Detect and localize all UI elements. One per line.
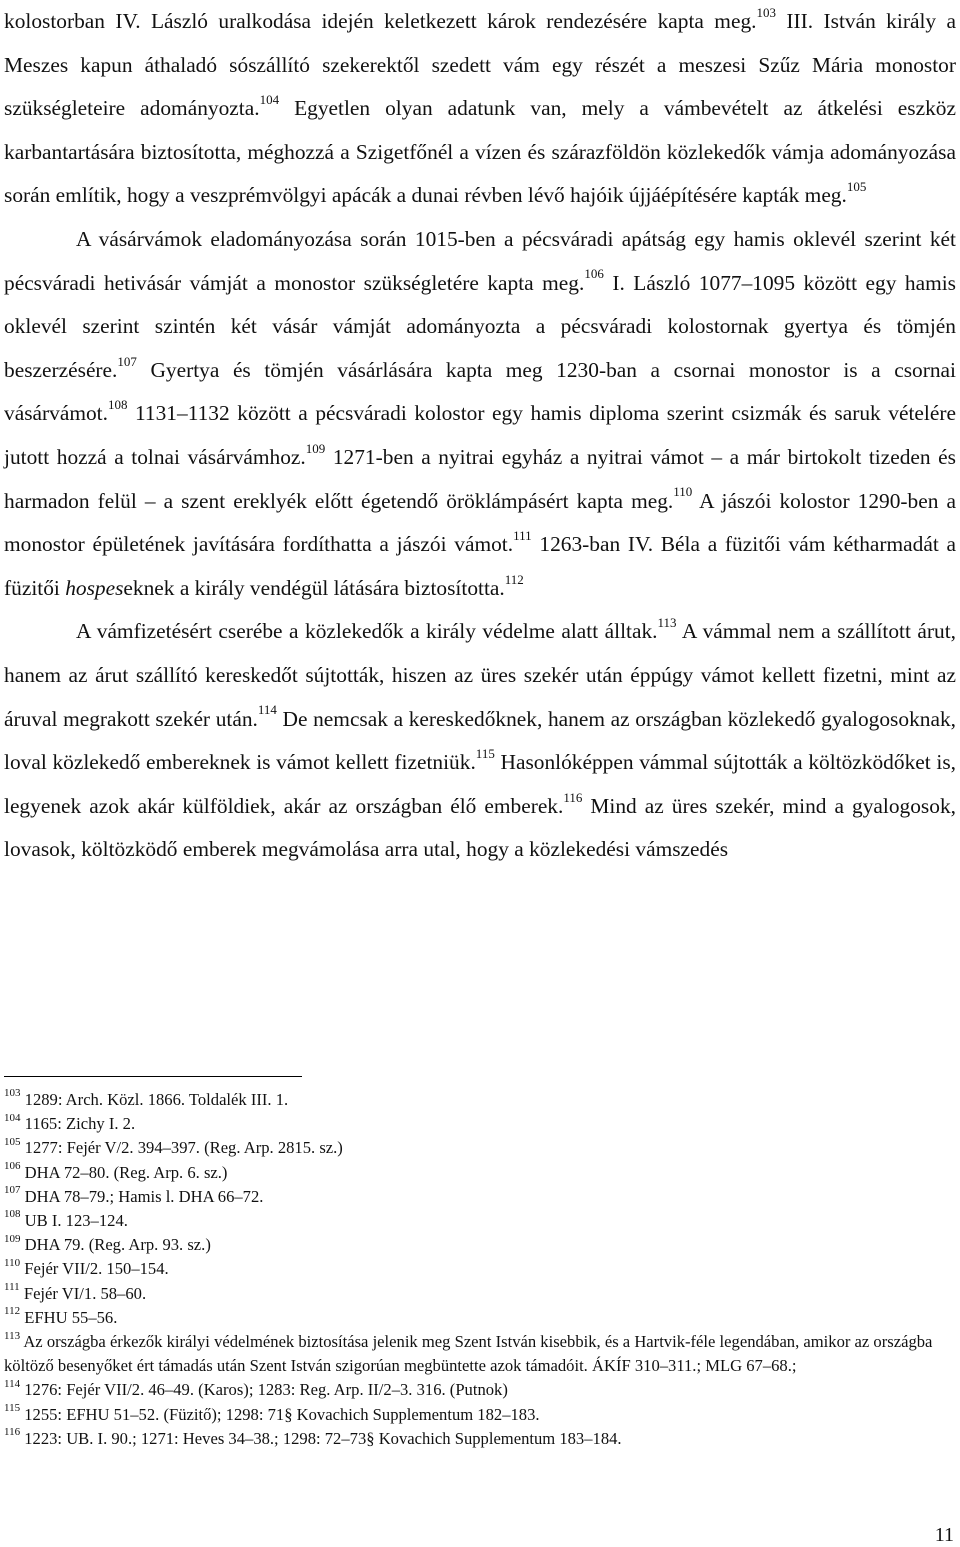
text-run: III. István király a Meszes kapun áthaladó sószállító szekerektől szedett vám egy részét a meszesi Szűz Mária monostor szükségleteire adományozta. xyxy=(4,9,956,121)
footnote xyxy=(4,1136,934,1160)
body-paragraph xyxy=(4,610,956,872)
text-run: eknek a király vendégül látására biztosította. xyxy=(123,575,505,600)
text-run: A vámmal nem a szállított árut, hanem az árut szállító kereskedőt sújtották, hiszen az üres szekér után éppúgy vámot kellett fizetni, mint az áruval megrakott szekér után. xyxy=(4,619,956,731)
footnote-reference: 112 xyxy=(504,571,524,587)
footnote-text: 1223: UB. I. 90.; 1271: Heves 34–38.; 1298: 72–73§ Kovachich Supplementum 183–184. xyxy=(20,1428,622,1448)
footnote-text: 1165: Zichy I. 2. xyxy=(20,1114,136,1134)
footnote xyxy=(4,1403,934,1427)
body-paragraph xyxy=(4,0,956,218)
text-run: De nemcsak a kereskedőknek, hanem az országban közlekedő gyalogosoknak, loval közlekedő embereknek is vámot kellett fizetniük. xyxy=(4,706,956,775)
footnote-text: Fejér VII/2. 150–154. xyxy=(20,1259,169,1279)
footnote xyxy=(4,1209,934,1233)
footnote-text: Az országba érkezők királyi védelmének biztosítása jelenik meg Szent István kisebbik, és a Hartvik-féle legendában, amikor az országba költöző besenyőket ért támadás után Szent István szigorúan megbüntette azok támadóit. ÁKÍF 310–311.; MLG 67–68.; xyxy=(4,1332,933,1376)
text-run: 1263-ban IV. Béla a füzitői vám kétharmadát a füzitői xyxy=(4,532,956,600)
footnote-number: 116 xyxy=(4,1426,21,1439)
footnote-text: DHA 79. (Reg. Arp. 93. sz.) xyxy=(20,1235,211,1255)
footnote xyxy=(4,1257,934,1281)
footnote xyxy=(4,1427,934,1451)
footnote-text: UB I. 123–124. xyxy=(20,1211,128,1231)
footnote-reference: 111 xyxy=(513,528,532,543)
footnote-reference: 104 xyxy=(259,92,280,108)
footnote-number: 109 xyxy=(4,1232,21,1245)
text-run: 1271-ben a nyitrai egyház a nyitrai vámot – a már birtokolt tizeden és harmadon felül – a szent ereklyék előtt égetendő öröklámpásért kapta meg. xyxy=(4,444,956,513)
footnote-text: DHA 78–79.; Hamis l. DHA 66–72. xyxy=(20,1186,264,1206)
text-run: Egyetlen olyan adatunk van, mely a vámbevételt az átkelési eszköz karbantartására biztosította, méghozzá a Szigetfőnél a vízen és szárazföldön közlekedők vámja adományozása során említik, hogy a veszprémvölgyi apácák a dunai révben lévő hajóik újjáépítésére kapták meg. xyxy=(4,96,956,208)
footnote-reference: 109 xyxy=(305,440,326,456)
italic-term: hospes xyxy=(65,575,124,600)
footnote xyxy=(4,1161,934,1185)
footnote-reference: 107 xyxy=(117,353,137,369)
footnote-number: 110 xyxy=(4,1256,21,1269)
footnote-reference: 114 xyxy=(257,702,277,718)
footnote-number: 111 xyxy=(4,1281,20,1294)
text-run: Gyertya és tömjén vásárlására kapta meg 1230-ban a csornai monostor is a csornai vásárvámot. xyxy=(4,357,956,426)
footnote-reference: 110 xyxy=(673,484,693,500)
footnote-text: Fejér VI/1. 58–60. xyxy=(19,1283,147,1303)
footnote-text: 1276: Fejér VII/2. 46–49. (Karos); 1283: Reg. Arp. II/2–3. 316. (Putnok) xyxy=(20,1380,508,1400)
text-run: I. László 1077–1095 között egy hamis oklevél szerint szintén két vásár vámját adományozta a pécsváradi kolostornak gyertya és tömjén beszerzésére. xyxy=(4,270,956,382)
footnote-number: 112 xyxy=(4,1305,21,1318)
text-run: 1131–1132 között a pécsváradi kolostor egy hamis diploma szerint csizmák és saruk vételére jutott hozzá a tolnai vásárvámhoz. xyxy=(4,401,956,469)
body-text xyxy=(4,0,956,872)
footnote xyxy=(4,1306,934,1330)
footnote-reference: 105 xyxy=(846,179,867,195)
footnote-number: 108 xyxy=(4,1208,21,1221)
footnote-number: 103 xyxy=(4,1087,21,1100)
footnote-reference: 103 xyxy=(756,4,776,20)
footnotes xyxy=(4,1088,934,1451)
text-run: A jászói kolostor 1290-ben a monostor épületének javítására fordíthatta a jászói vámot. xyxy=(4,488,956,557)
text-run: Hasonlóképpen vámmal sújtották a költözködőket is, legyenek azok akár külföldiek, akár az országban élő emberek. xyxy=(4,750,956,818)
footnote-text: DHA 72–80. (Reg. Arp. 6. sz.) xyxy=(20,1162,228,1182)
footnote-reference: 115 xyxy=(475,745,495,761)
footnote-number: 105 xyxy=(4,1135,21,1148)
footnote-reference: 106 xyxy=(584,266,604,282)
footnote xyxy=(4,1233,934,1257)
page-number: 11 xyxy=(934,1524,954,1546)
footnote xyxy=(4,1378,934,1402)
footnote-text: 1255: EFHU 51–52. (Füzitő); 1298: 71§ Kovachich Supplementum 182–183. xyxy=(20,1404,540,1424)
footnote-reference: 108 xyxy=(107,397,128,413)
footnote-number: 104 xyxy=(4,1111,21,1124)
footnote-number: 107 xyxy=(4,1184,21,1197)
footnote-reference: 113 xyxy=(657,615,677,631)
footnote-number: 113 xyxy=(4,1329,21,1342)
footnote xyxy=(4,1330,934,1378)
text-run: A vásárvámok eladományozása során 1015-ben a pécsváradi apátság egy hamis oklevél szerint két pécsváradi hetivásár vámját a monostor szükségletére kapta meg. xyxy=(4,226,956,295)
body-paragraph xyxy=(4,218,956,610)
footnote xyxy=(4,1088,934,1112)
footnote-reference: 116 xyxy=(563,789,583,805)
text-run: Mind az üres szekér, mind a gyalogosok, lovasok, költözködő emberek megvámolása arra utal, hogy a közlekedési vámszedés xyxy=(4,793,956,862)
footnote-text: 1277: Fejér V/2. 394–397. (Reg. Arp. 2815. sz.) xyxy=(20,1138,343,1158)
footnote-number: 115 xyxy=(4,1402,21,1415)
footnote-text: 1289: Arch. Közl. 1866. Toldalék III. 1. xyxy=(20,1090,289,1109)
footnote xyxy=(4,1282,934,1306)
footnote xyxy=(4,1112,934,1136)
footnote-text: EFHU 55–56. xyxy=(20,1307,118,1327)
text-run: kolostorban IV. László uralkodása idején keletkezett károk rendezésére kapta meg. xyxy=(4,9,757,33)
footnote-number: 106 xyxy=(4,1160,21,1173)
footnote xyxy=(4,1185,934,1209)
footnote-separator xyxy=(4,1076,302,1077)
footnote-number: 114 xyxy=(4,1377,21,1390)
text-run: A vámfizetésért cserébe a közlekedők a király védelme alatt álltak. xyxy=(76,619,658,644)
